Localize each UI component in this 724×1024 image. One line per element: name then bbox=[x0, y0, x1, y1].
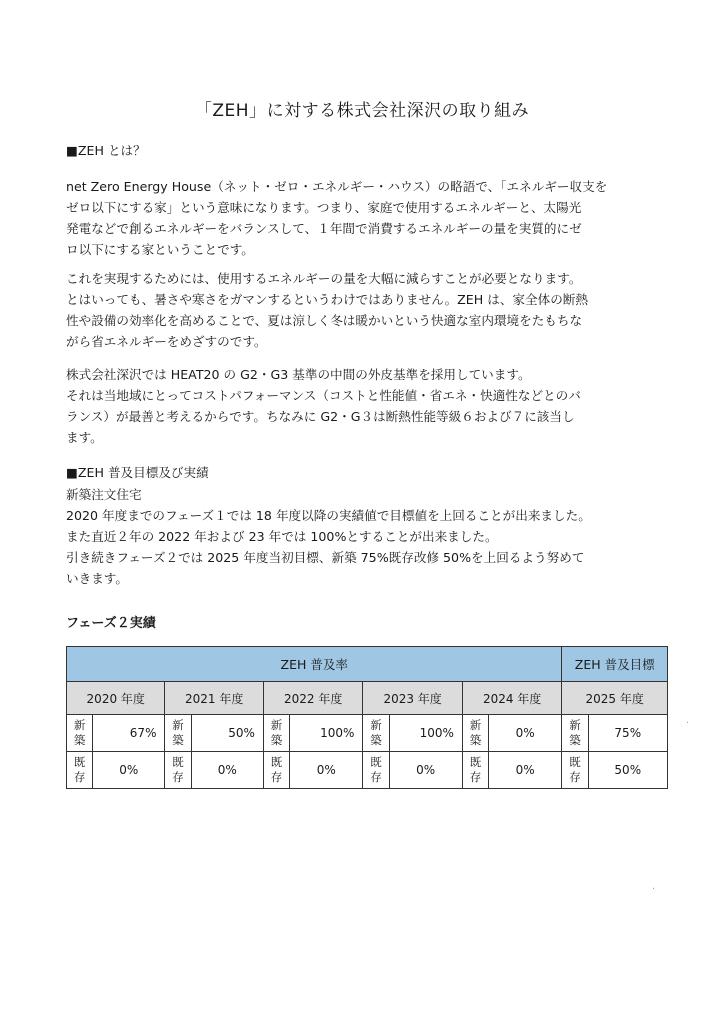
table-row-new-build bbox=[67, 715, 668, 752]
text-line: 株式会社深沢では HEAT20 の G2・G3 基準の中間の外皮基準を採用しています。 bbox=[66, 367, 531, 382]
value-cell: 0% bbox=[389, 752, 462, 789]
text-line: また直近２年の 2022 年および 23 年では 100%とすることが出来ました。 bbox=[66, 529, 498, 544]
section-heading-targets: ■ZEH 普及目標及び実績 bbox=[66, 465, 209, 480]
value-cell: 50% bbox=[191, 715, 263, 752]
table-row-existing bbox=[67, 752, 668, 789]
row-label-existing: 既 存 bbox=[67, 752, 93, 789]
header-zeh-rate: ZEH 普及率 bbox=[67, 647, 562, 682]
text-line: 引き続きフェーズ２では 2025 年度当初目標、新築 75%既存改修 50%を上回るよう努めて bbox=[66, 550, 585, 565]
text-line: net Zero Energy House（ネット・ゼロ・エネルギー・ハウス）の略語で、「エネルギー収支を bbox=[66, 179, 608, 194]
value-cell: 75% bbox=[588, 715, 667, 752]
row-label-existing: 既 存 bbox=[363, 752, 389, 789]
value-cell: 100% bbox=[290, 715, 363, 752]
text-line: それは当地域にとってコストパフォーマンス（コストと性能値・省エネ・快適性などとのバ bbox=[66, 388, 581, 403]
paragraph-targets bbox=[66, 484, 666, 589]
text-line: ます。 bbox=[66, 430, 103, 445]
section-heading-zeh: ■ZEH とは？ bbox=[66, 143, 146, 158]
value-cell: 50% bbox=[588, 752, 667, 789]
text-line: いきます。 bbox=[66, 571, 128, 586]
zeh-results-table bbox=[66, 646, 668, 789]
value-cell: 0% bbox=[290, 752, 363, 789]
value-cell: 67% bbox=[93, 715, 165, 752]
text-line: ゼロ以下にする家」という意味になります。つまり、家庭で使用するエネルギーと、太陽光 bbox=[66, 200, 582, 215]
scan-speck: · bbox=[652, 884, 656, 895]
text-line: ロ以下にする家ということです。 bbox=[66, 242, 254, 257]
text-line: とはいっても、暑さや寒さをガマンするというわけではありません。ZEH は、家全体の断熱 bbox=[66, 292, 588, 307]
text-line: がら省エネルギーをめざすのです。 bbox=[66, 334, 267, 349]
year-header: 2021 年度 bbox=[165, 682, 263, 715]
row-label-new: 新 築 bbox=[263, 715, 289, 752]
paragraph-3 bbox=[66, 364, 666, 448]
row-label-existing: 既 存 bbox=[165, 752, 191, 789]
phase-2-label: フェーズ２実績 bbox=[66, 616, 156, 631]
paragraph-1 bbox=[66, 176, 666, 260]
row-label-existing: 既 存 bbox=[462, 752, 488, 789]
header-zeh-target: ZEH 普及目標 bbox=[562, 647, 668, 682]
row-label-existing: 既 存 bbox=[562, 752, 588, 789]
text-line: これを実現するためには、使用するエネルギーの量を大幅に減らすことが必要となります。 bbox=[66, 271, 582, 286]
text-line: ランス）が最善と考えるからです。ちなみに G2・G３は断熱性能等級６および７に該当し bbox=[66, 409, 575, 424]
row-label-new: 新 築 bbox=[462, 715, 488, 752]
text-line: 性や設備の効率化を高めることで、夏は涼しく冬は暖かいという快適な室内環境をたもちな bbox=[66, 313, 583, 328]
row-label-new: 新 築 bbox=[562, 715, 588, 752]
value-cell: 0% bbox=[489, 752, 562, 789]
text-line: 2020 年度までのフェーズ１では 18 年度以降の実績値で目標値を上回ることが出来ました。 bbox=[66, 508, 591, 523]
row-label-existing: 既 存 bbox=[263, 752, 289, 789]
year-header: 2023 年度 bbox=[363, 682, 462, 715]
row-label-new: 新 築 bbox=[67, 715, 93, 752]
row-label-new: 新 築 bbox=[165, 715, 191, 752]
paragraph-2 bbox=[66, 268, 666, 352]
row-label-new: 新 築 bbox=[363, 715, 389, 752]
text-line: 新築注文住宅 bbox=[66, 487, 142, 502]
value-cell: 0% bbox=[191, 752, 263, 789]
value-cell: 0% bbox=[489, 715, 562, 752]
text-line: 発電などで創るエネルギーをバランスして、１年間で消費するエネルギーの量を実質的にゼ bbox=[66, 221, 582, 236]
year-header: 2022 年度 bbox=[263, 682, 362, 715]
page-title: 「ZEH」に対する株式会社深沢の取り組み bbox=[194, 101, 530, 121]
year-header: 2024 年度 bbox=[462, 682, 562, 715]
scan-speck: · bbox=[686, 718, 690, 729]
value-cell: 100% bbox=[389, 715, 462, 752]
year-header: 2025 年度 bbox=[562, 682, 668, 715]
year-header: 2020 年度 bbox=[67, 682, 165, 715]
value-cell: 0% bbox=[93, 752, 165, 789]
